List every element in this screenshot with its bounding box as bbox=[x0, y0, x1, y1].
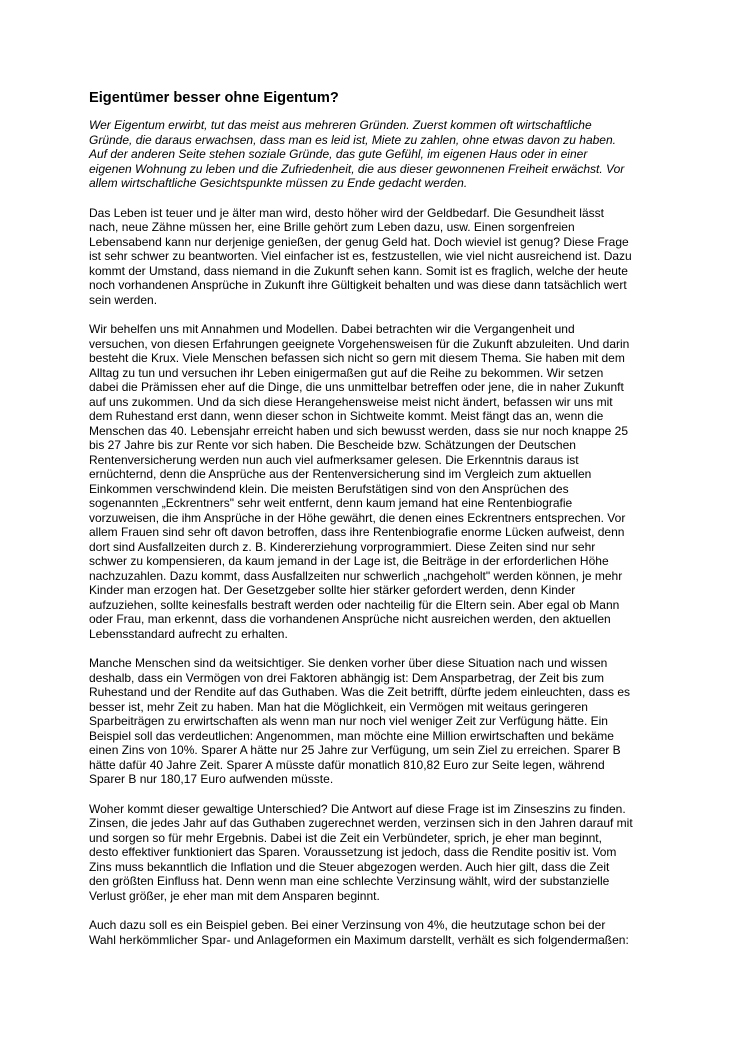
text-line: Lebensstandard aufrecht zu erhalten. bbox=[89, 626, 288, 641]
text-line: Auf der anderen Seite stehen soziale Gründe, das gute Gefühl, im eigenen Haus oder in einer bbox=[89, 147, 588, 161]
text-line: aufzuziehen, sollte keinesfalls bestraft werden oder nachteilig für die Eltern sein. Aber egal ob Mann bbox=[89, 597, 620, 612]
document-title: Eigentümer besser ohne Eigentum? bbox=[89, 90, 339, 106]
text-line: Gründe, die daraus erwachsen, dass man es leid ist, Miete zu zahlen, ohne etwas davon zu haben. bbox=[89, 132, 616, 147]
text-line: noch vorhandenen Ansprüche in Zukunft ihre Gültigkeit behalten und was diese dann tatsächlich wert bbox=[89, 278, 627, 292]
text-line: Ruhestand und der Rendite auf das Guthaben. Was die Zeit betrifft, dürfte jedem einleuchten, dass es bbox=[89, 685, 630, 699]
body-paragraph bbox=[89, 802, 659, 904]
text-line: Menschen das 40. Lebensjahr erreicht haben und sich bewusst werden, dass sie nur noch knappe 25 bbox=[89, 423, 629, 438]
text-line: Zinsen, die jedes Jahr auf das Guthaben zugerechnet werden, verzinsen sich in den Jahren darauf mit bbox=[89, 816, 633, 830]
text-line: Wahl herkömmlicher Spar- und Anlageformen ein Maximum darstellt, verhält es sich folgendermaßen: bbox=[89, 932, 629, 947]
text-line: nach, neue Zähne müssen her, eine Brille gehört zum Leben dazu, usw. Einen sorgenfreien bbox=[89, 220, 575, 234]
text-line: auf uns zukommen. Und da sich diese Herangehensweise meist nicht ändert, befassen wir uns mit bbox=[89, 394, 613, 409]
text-line: dabei die Prämissen eher auf die Dinge, die uns unmittelbar betreffen oder jene, die in naher Zukunft bbox=[89, 380, 624, 394]
text-line: kommt der Umstand, dass niemand in die Zukunft sehen kann. Somit ist es fraglich, welche der heute bbox=[89, 263, 628, 278]
text-line: dem Ruhestand erst dann, wenn dieser schon in Sichtweite kommt. Meist fängt das an, wenn die bbox=[89, 409, 604, 423]
text-line: Sparer B nur 180,17 Euro aufwenden müsste. bbox=[89, 772, 334, 786]
text-line: allem Frauen sind sehr oft davon betroffen, dass ihre Rentenbiografie enorme Lücken aufweist, denn bbox=[89, 525, 625, 539]
text-line: bis 27 Jahre bis zur Rente vor sich haben. Die Bescheide bzw. Schätzungen der Deutschen bbox=[89, 438, 576, 452]
text-line: ist sehr schwer zu beantworten. Viel einfacher ist es, festzustellen, wie viel nicht ausreichend ist. Dazu bbox=[89, 249, 632, 263]
body-paragraph bbox=[89, 918, 659, 947]
text-line: deshalb, dass ein Vermögen von drei Faktoren abhängig ist: Dem Ansparbetrag, der Zeit bis zum bbox=[89, 670, 604, 685]
text-line: besser ist, mehr Zeit zu haben. Man hat die Möglichkeit, ein Vermögen mit weitaus geringeren bbox=[89, 699, 588, 714]
text-line: vorzuweisen, die ihm Ansprüche in der Höhe gewährt, die denen eines Eckrentners entsprechen. Vor bbox=[89, 510, 626, 525]
text-line: dort sind Ausfallzeiten durch z. B. Kindererziehung vorprogrammiert. Diese Zeiten sind nur sehr bbox=[89, 539, 596, 554]
text-line: versuchen, von diesen Erfahrungen geeignete Vorgehensweisen für die Zukunft abzuleiten. Und darin bbox=[89, 336, 630, 351]
text-line: Sparbeiträgen zu erwirtschaften als wenn man nur noch viel weniger Zeit zur Verfügung hätte. Ein bbox=[89, 714, 608, 728]
text-line: Wer Eigentum erwirbt, tut das meist aus mehreren Gründen. Zuerst kommen oft wirtschaftliche bbox=[89, 118, 592, 132]
text-line: einen Zins von 10%. Sparer A hätte nur 25 Jahre zur Verfügung, um sein Ziel zu erreichen. Sparer B bbox=[89, 743, 621, 757]
text-line: Alltag zu tun und versuchen ihr Leben einigermaßen gut auf die Reihe zu bekommen. Wir setzen bbox=[89, 365, 604, 380]
text-line: schwer zu kompensieren, da kaum jemand in der Lage ist, die Beiträge in der erforderlichen Höhe bbox=[89, 554, 609, 568]
text-line: Auch dazu soll es ein Beispiel geben. Bei einer Verzinsung von 4%, die heutzutage schon bei der bbox=[89, 918, 606, 932]
text-line: Woher kommt dieser gewaltige Unterschied? Die Antwort auf diese Frage ist im Zinseszins zu finden. bbox=[89, 801, 626, 816]
text-line: Einkommen verschwindend klein. Die meisten Berufstätigen sind von den Ansprüchen des bbox=[89, 481, 569, 496]
text-line: den größten Einfluss hat. Denn wenn man eine schlechte Verzinsung wählt, wird der substanzielle bbox=[89, 874, 610, 888]
text-line: Zins muss bekanntlich die Inflation und die Steuer abgezogen werden. Auch hier gilt, dass die Zeit bbox=[89, 859, 610, 874]
text-line: Beispiel soll das verdeutlichen: Angenommen, man möchte eine Million erwirtschaften und bekäme bbox=[89, 728, 614, 743]
text-line: Das Leben ist teuer und je älter man wird, desto höher wird der Geldbedarf. Die Gesundheit lässt bbox=[89, 205, 604, 220]
intro-paragraph bbox=[89, 118, 659, 191]
text-line: nachzuzahlen. Dazu kommt, dass Ausfallzeiten nur schwerlich „nachgeholt" werden können, je mehr bbox=[89, 568, 623, 583]
text-line: eigenen Wohnung zu leben und die Zufriedenheit, die aus dieser gewonnenen Freiheit erwächst. Vor bbox=[89, 161, 625, 176]
text-line: allem wirtschaftliche Gesichtspunkte müssen zu Ende gedacht werden. bbox=[89, 176, 468, 190]
text-line: sein werden. bbox=[89, 292, 158, 307]
body-paragraph bbox=[89, 322, 659, 641]
text-line: Lebensabend kann nur derjenige genießen, der genug Geld hat. Doch wieviel ist genug? Diese Frage bbox=[89, 234, 629, 249]
text-line: besteht die Krux. Viele Menschen befassen sich nicht so gern mit diesem Thema. Sie haben mit dem bbox=[89, 351, 625, 365]
text-line: hätte dafür 40 Jahre Zeit. Sparer A müsste dafür monatlich 810,82 Euro zur Seite legen, während bbox=[89, 757, 605, 772]
body-paragraph bbox=[89, 206, 659, 308]
text-line: desto effektiver funktioniert das Sparen. Voraussetzung ist jedoch, dass die Rendite positiv ist. Vom bbox=[89, 845, 617, 859]
text-line: Kinder man erzogen hat. Der Gesetzgeber sollte hier stärker gefordert werden, denn Kinder bbox=[89, 583, 576, 597]
document-body bbox=[89, 118, 746, 947]
text-line: sogenannten „Eckrentners" sehr weit entfernt, denn kaum jemand hat eine Rentenbiografie bbox=[89, 496, 573, 510]
text-line: Manche Menschen sind da weitsichtiger. Sie denken vorher über diese Situation nach und wissen bbox=[89, 656, 608, 670]
body-paragraph bbox=[89, 656, 659, 787]
text-line: ernüchternd, denn die Ansprüche aus der Rentenversicherung sind im Vergleich zum aktuellen bbox=[89, 467, 592, 481]
text-line: Wir behelfen uns mit Annahmen und Modellen. Dabei betrachten wir die Vergangenheit und bbox=[89, 322, 575, 336]
text-line: Rentenversicherung werden nun auch viel aufmerksamer gelesen. Die Erkenntnis daraus ist bbox=[89, 452, 579, 467]
text-line: oder Frau, man erkennt, dass die vorhandenen Ansprüche nicht ausreichen werden, den aktuellen bbox=[89, 612, 611, 626]
text-line: Verlust größer, je eher man mit dem Ansparen beginnt. bbox=[89, 888, 380, 903]
text-line: und sorgen so für mehr Ergebnis. Dabei ist die Zeit ein Verbündeter, sprich, je eher man beginnt, bbox=[89, 830, 602, 845]
